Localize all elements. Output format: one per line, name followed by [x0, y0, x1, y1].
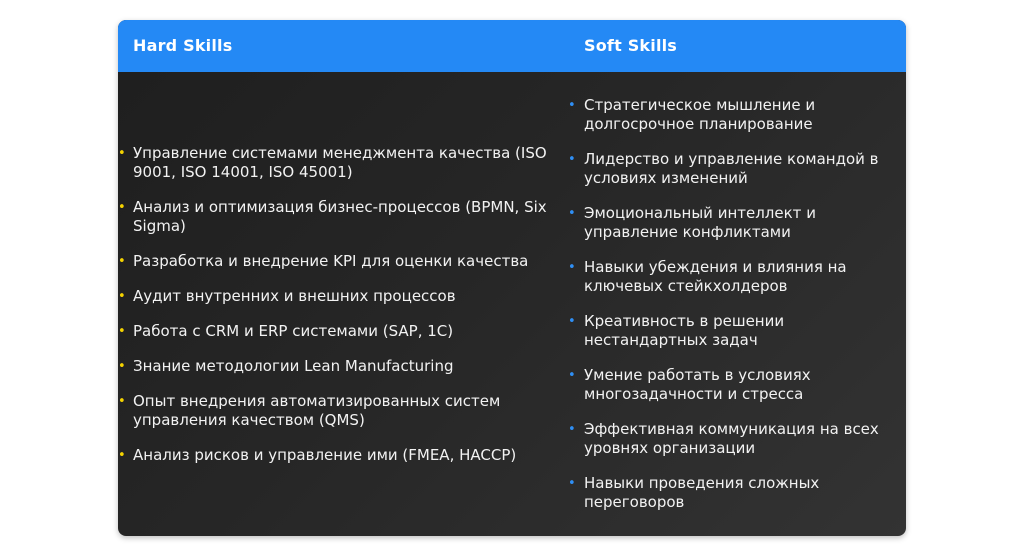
soft-skill-item	[568, 474, 898, 512]
hard-skill-text: Управление системами менеджмента качества (ISO 9001, ISO 14001, ISO 45001)	[133, 143, 547, 181]
bullet-icon: •	[118, 358, 126, 374]
soft-skill-text: Лидерство и управление командой в условиях изменений	[584, 150, 879, 187]
bullet-icon: •	[568, 98, 576, 113]
skills-card	[118, 20, 906, 536]
soft-skill-item	[568, 150, 898, 188]
soft-skills-title: Soft Skills	[584, 36, 678, 55]
hard-skill-item	[118, 198, 558, 236]
hard-skills-list	[118, 144, 558, 465]
skills-header	[118, 20, 906, 72]
bullet-icon: •	[568, 422, 576, 437]
soft-skill-text: Стратегическое мышление и долгосрочное планирование	[584, 96, 816, 133]
bullet-icon: •	[118, 288, 126, 304]
bullet-icon: •	[118, 393, 126, 409]
hard-skill-item	[118, 287, 558, 306]
soft-skill-text: Навыки проведения сложных переговоров	[584, 474, 820, 511]
bullet-icon: •	[568, 260, 576, 275]
bullet-icon: •	[118, 253, 126, 269]
soft-skill-text: Навыки убеждения и влияния на ключевых стейкхолдеров	[584, 258, 847, 295]
hard-skill-text: Анализ рисков и управление ими (FMEA, HACCP)	[133, 445, 517, 464]
bullet-icon: •	[118, 447, 126, 463]
soft-skills-column	[568, 72, 898, 536]
bullet-icon: •	[568, 476, 576, 491]
hard-skill-item	[118, 144, 558, 182]
hard-skill-item	[118, 322, 558, 341]
soft-skill-item	[568, 312, 898, 350]
soft-skill-text: Эмоциональный интеллект и управление конфликтами	[584, 204, 816, 241]
soft-skill-item	[568, 258, 898, 296]
soft-skill-item	[568, 96, 898, 134]
hard-skill-text: Работа с CRM и ERP системами (SAP, 1С)	[133, 321, 454, 340]
soft-skill-item	[568, 366, 898, 404]
hard-skills-title: Hard Skills	[133, 36, 233, 55]
hard-skill-item	[118, 252, 558, 271]
hard-skill-text: Разработка и внедрение KPI для оценки качества	[133, 251, 529, 270]
hard-skill-text: Опыт внедрения автоматизированных систем управления качеством (QMS)	[133, 391, 501, 429]
hard-skill-text: Аудит внутренних и внешних процессов	[133, 286, 456, 305]
bullet-icon: •	[568, 368, 576, 383]
hard-skills-column	[118, 72, 558, 536]
soft-skill-item	[568, 420, 898, 458]
bullet-icon: •	[118, 199, 126, 215]
bullet-icon: •	[118, 323, 126, 339]
hard-skill-item	[118, 446, 558, 465]
hard-skill-text: Анализ и оптимизация бизнес-процессов (BPMN, Six Sigma)	[133, 197, 547, 235]
bullet-icon: •	[568, 206, 576, 221]
hard-skill-item	[118, 357, 558, 376]
soft-skill-text: Креативность в решении нестандартных задач	[584, 312, 785, 349]
soft-skill-item	[568, 204, 898, 242]
soft-skill-text: Умение работать в условиях многозадачности и стресса	[584, 366, 811, 403]
bullet-icon: •	[568, 314, 576, 329]
bullet-icon: •	[568, 152, 576, 167]
hard-skill-text: Знание методологии Lean Manufacturing	[133, 356, 454, 375]
bullet-icon: •	[118, 145, 126, 161]
soft-skills-list	[568, 96, 898, 512]
hard-skill-item	[118, 392, 558, 430]
soft-skill-text: Эффективная коммуникация на всех уровнях организации	[584, 420, 879, 457]
